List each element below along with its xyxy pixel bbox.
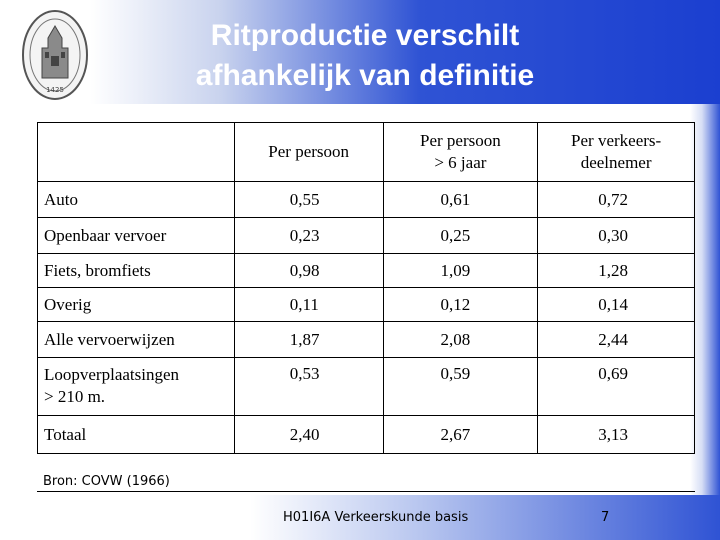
column-header-2	[383, 123, 538, 182]
cell-value: 0,23	[234, 218, 383, 254]
cell-value: 0,72	[538, 182, 695, 218]
cell-value: 2,08	[383, 322, 538, 358]
cell-value: 1,09	[383, 254, 538, 288]
row-label	[38, 358, 235, 416]
row-label-line: Openbaar vervoer	[44, 225, 167, 245]
table-row	[38, 254, 695, 288]
column-header-line: Per verkeers-	[571, 131, 662, 150]
cell-value: 0,53	[234, 358, 383, 416]
row-label-line: Totaal	[44, 424, 87, 444]
source-note: Bron: COVW (1966)	[43, 474, 170, 489]
cell-value: 0,55	[234, 182, 383, 218]
table-row	[38, 218, 695, 254]
column-header-0	[38, 123, 235, 182]
row-label	[38, 416, 235, 454]
footer-course: H01I6A Verkeerskunde basis	[283, 510, 469, 525]
title-line-2: afhankelijk van definitie	[195, 59, 535, 92]
title-line-1: Ritproductie verschilt	[210, 19, 520, 52]
row-label	[38, 254, 235, 288]
slide-title	[150, 16, 580, 96]
cell-value: 1,28	[538, 254, 695, 288]
cell-value: 0,59	[383, 358, 538, 416]
cell-value: 0,25	[383, 218, 538, 254]
cell-value: 0,98	[234, 254, 383, 288]
cell-value: 0,61	[383, 182, 538, 218]
column-header-3	[538, 123, 695, 182]
column-header-line: Per persoon	[268, 142, 350, 161]
cell-value: 2,44	[538, 322, 695, 358]
cell-value: 0,14	[538, 288, 695, 322]
row-label	[38, 218, 235, 254]
table-body	[38, 182, 695, 454]
row-label	[38, 322, 235, 358]
cell-value: 0,12	[383, 288, 538, 322]
row-label	[38, 288, 235, 322]
column-header-line: > 6 jaar	[434, 153, 487, 172]
column-header-1	[234, 123, 383, 182]
cell-value: 1,87	[234, 322, 383, 358]
row-label-line: Loopverplaatsingen	[44, 365, 180, 384]
row-label-line: Fiets, bromfiets	[44, 260, 151, 280]
table-row	[38, 322, 695, 358]
table-header-row	[38, 123, 695, 182]
table-row	[38, 358, 695, 416]
row-label-line: Overig	[44, 294, 92, 314]
table-row	[38, 182, 695, 218]
cell-value: 0,30	[538, 218, 695, 254]
row-label-line: Alle vervoerwijzen	[44, 329, 175, 349]
cell-value: 0,69	[538, 358, 695, 416]
table-row	[38, 416, 695, 454]
cell-value: 2,67	[383, 416, 538, 454]
university-seal-icon	[20, 8, 90, 102]
cell-value: 0,11	[234, 288, 383, 322]
cell-value: 2,40	[234, 416, 383, 454]
row-label	[38, 182, 235, 218]
cell-value: 3,13	[538, 416, 695, 454]
row-label-line: Auto	[44, 189, 78, 209]
trip-production-table	[37, 122, 695, 454]
page-number: 7	[601, 510, 610, 525]
seal-year: 1425	[46, 86, 64, 94]
column-header-line: deelnemer	[580, 153, 652, 172]
table-row	[38, 288, 695, 322]
row-label-line: > 210 m.	[44, 387, 106, 406]
column-header-line: Per persoon	[420, 131, 501, 150]
footer-divider	[37, 491, 695, 492]
